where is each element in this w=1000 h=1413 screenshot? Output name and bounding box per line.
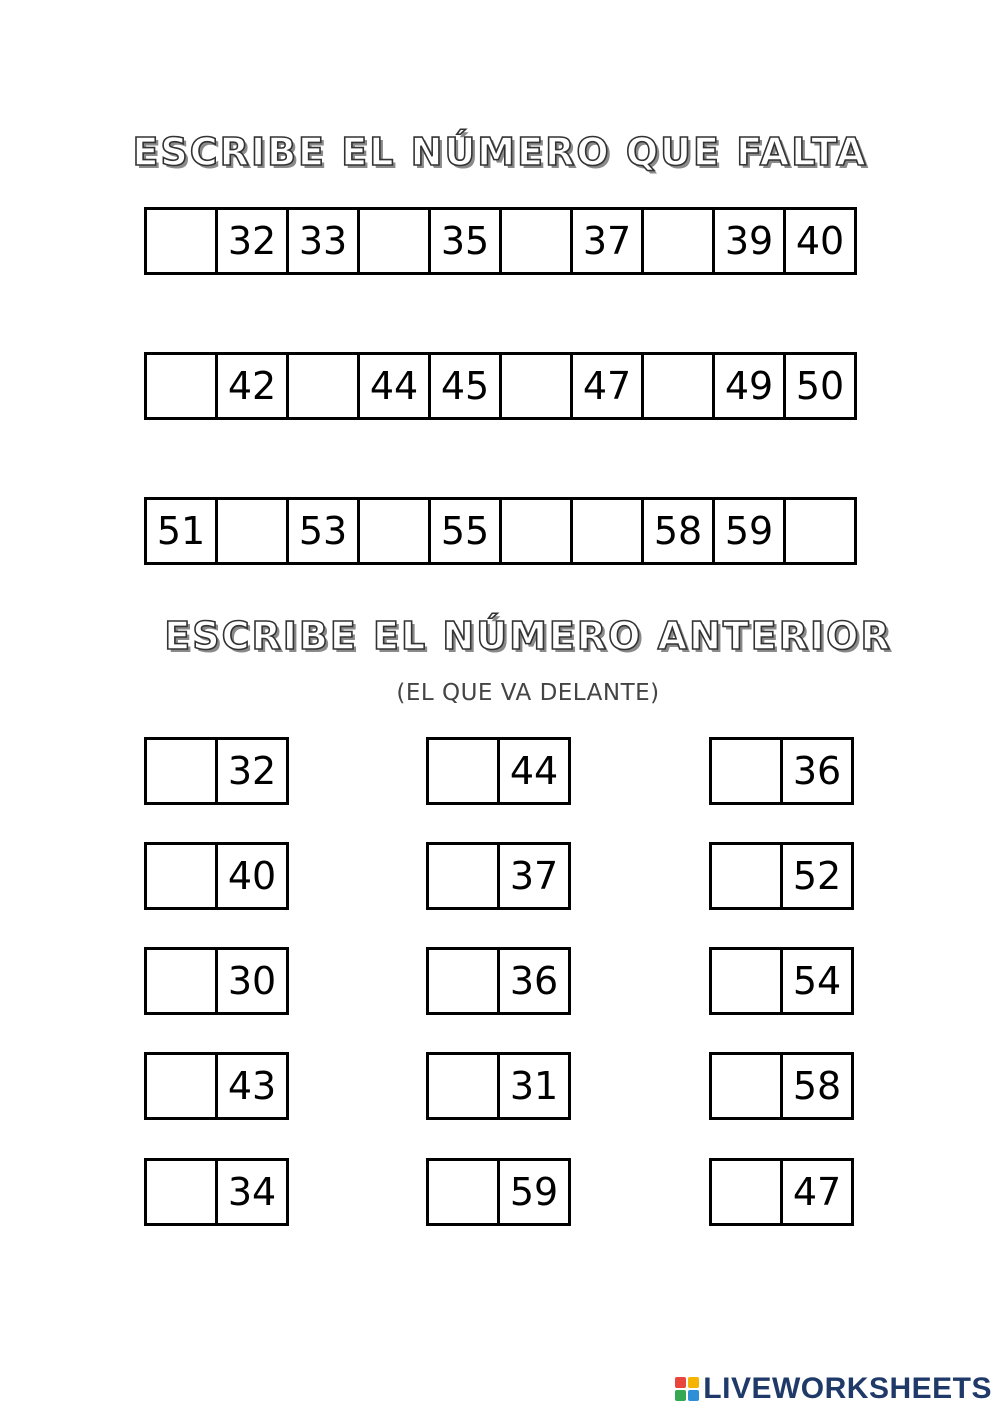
number-pair	[144, 737, 289, 805]
number-strip-2	[144, 352, 857, 420]
strip-cell[interactable]	[360, 210, 431, 272]
strip-cell: 44	[360, 355, 431, 417]
strip-cell: 53	[289, 500, 360, 562]
answer-box[interactable]	[712, 950, 783, 1012]
given-number: 37	[509, 854, 559, 898]
strip-cell: 51	[147, 500, 218, 562]
answer-box[interactable]	[147, 950, 218, 1012]
strip-cell: 50	[795, 364, 845, 408]
logo-blocks-icon	[675, 1377, 699, 1401]
given-number: 30	[227, 959, 277, 1003]
strip-cell: 58	[644, 500, 715, 562]
strip-cell: 37	[573, 210, 644, 272]
number-pair	[426, 842, 571, 910]
logo-block	[688, 1377, 699, 1388]
number-pair	[709, 947, 854, 1015]
strip-cell: 33	[289, 210, 360, 272]
given-number: 32	[227, 749, 277, 793]
liveworksheets-logo	[675, 1372, 992, 1406]
number-strip-1	[144, 207, 857, 275]
section2-subtitle: (EL QUE VA DELANTE)	[396, 680, 660, 706]
number-pair	[426, 947, 571, 1015]
strip-cell: 42	[218, 355, 289, 417]
answer-box[interactable]	[712, 845, 783, 907]
number-strip-3	[144, 497, 857, 565]
given-number: 31	[509, 1064, 559, 1108]
number-pair	[144, 842, 289, 910]
strip-cell: 35	[431, 210, 502, 272]
given-number: 58	[792, 1064, 842, 1108]
strip-cell[interactable]	[360, 500, 431, 562]
answer-box[interactable]	[429, 950, 500, 1012]
given-number: 59	[509, 1170, 559, 1214]
logo-text: LIVEWORKSHEETS	[703, 1372, 992, 1405]
strip-cell: 59	[715, 500, 786, 562]
answer-box[interactable]	[147, 845, 218, 907]
given-number: 44	[509, 749, 559, 793]
strip-cell[interactable]	[502, 210, 573, 272]
answer-box[interactable]	[429, 845, 500, 907]
number-pair	[426, 1052, 571, 1120]
answer-box[interactable]	[712, 1055, 783, 1117]
given-number: 36	[509, 959, 559, 1003]
number-pair	[709, 737, 854, 805]
logo-block	[688, 1390, 699, 1401]
strip-cell[interactable]	[573, 500, 644, 562]
given-number: 43	[227, 1064, 277, 1108]
strip-cell[interactable]	[644, 210, 715, 272]
answer-box[interactable]	[147, 740, 218, 802]
answer-box[interactable]	[147, 1055, 218, 1117]
answer-box[interactable]	[429, 1161, 500, 1223]
number-pair	[144, 1158, 289, 1226]
strip-cell: 55	[431, 500, 502, 562]
number-pair	[709, 1158, 854, 1226]
given-number: 47	[792, 1170, 842, 1214]
strip-cell[interactable]	[502, 500, 573, 562]
logo-block	[675, 1377, 686, 1388]
number-pair	[144, 947, 289, 1015]
strip-cell[interactable]	[644, 355, 715, 417]
strip-cell: 39	[715, 210, 786, 272]
strip-cell[interactable]	[502, 355, 573, 417]
given-number: 54	[792, 959, 842, 1003]
answer-box[interactable]	[712, 740, 783, 802]
strip-cell[interactable]	[786, 500, 854, 562]
section1-title: ESCRIBE EL NÚMERO QUE FALTA	[132, 130, 868, 174]
answer-box[interactable]	[429, 740, 500, 802]
answer-box[interactable]	[429, 1055, 500, 1117]
strip-cell: 45	[431, 355, 502, 417]
strip-cell: 32	[218, 210, 289, 272]
number-pair	[144, 1052, 289, 1120]
number-pair	[709, 1052, 854, 1120]
number-pair	[426, 737, 571, 805]
answer-box[interactable]	[147, 1161, 218, 1223]
strip-cell: 40	[795, 219, 845, 263]
strip-cell[interactable]	[289, 355, 360, 417]
given-number: 52	[792, 854, 842, 898]
strip-cell[interactable]	[147, 210, 218, 272]
number-pair	[426, 1158, 571, 1226]
strip-cell[interactable]	[147, 355, 218, 417]
given-number: 36	[792, 749, 842, 793]
number-pair	[709, 842, 854, 910]
answer-box[interactable]	[712, 1161, 783, 1223]
logo-block	[675, 1390, 686, 1401]
section2-title: ESCRIBE EL NÚMERO ANTERIOR	[164, 614, 892, 658]
given-number: 34	[227, 1170, 277, 1214]
strip-cell[interactable]	[218, 500, 289, 562]
strip-cell: 49	[715, 355, 786, 417]
strip-cell: 47	[573, 355, 644, 417]
given-number: 40	[227, 854, 277, 898]
